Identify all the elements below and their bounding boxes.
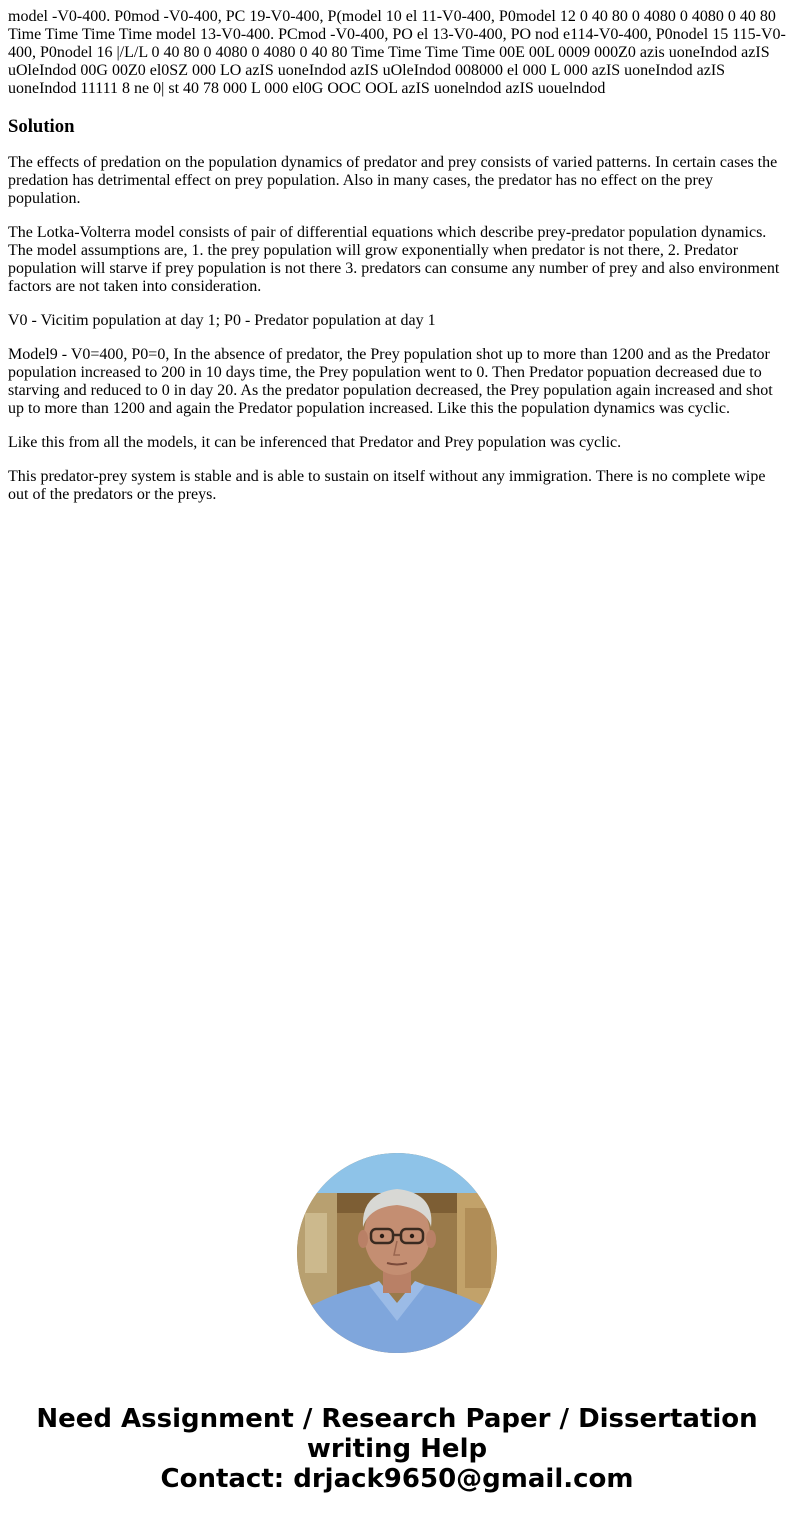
promo-line-2: writing Help (306, 1434, 488, 1464)
paragraph-model9: Model9 - V0=400, P0=0, In the absence of predator, the Prey population shot up to more than 1200 and as the Predator population increased to 200 in 10 days time, the Prey population went to 0. Then Predator popuation decreased due to starving and reduced to 0 in day 20. As the predator population decreased, the Prey population again increased and shot up to more than 1200 and again the Predator population increased. Like this the population dynamics was cyclic. (8, 346, 773, 417)
paragraph-definitions: V0 - Vicitim population at day 1; P0 - Predator population at day 1 (8, 312, 436, 329)
promo-banner (0, 1404, 794, 1494)
paragraph-stability: This predator-prey system is stable and is able to sustain on itself without any immigration. There is no complete wipe out of the predators or the preys. (8, 468, 766, 503)
paragraph-lotka-volterra: The Lotka-Volterra model consists of pair of differential equations which describe prey-predator population dynamics. The model assumptions are, 1. the prey population will grow exponentially when predator is not there, 2. Predator population will starve if prey population is not there 3. predators can consume any number of prey and also environment factors are not taken into consideration. (8, 224, 780, 295)
solution-heading: Solution (8, 116, 75, 137)
promo-contact-line: Contact: drjack9650@gmail.com (160, 1464, 634, 1494)
avatar-portrait-image (297, 1153, 497, 1353)
paragraph-predation-effects: The effects of predation on the population dynamics of predator and prey consists of varied patterns. In certain cases the predation has detrimental effect on prey population. Also in many cases, the predator has no effect on the prey population. (8, 154, 778, 207)
avatar (297, 1153, 497, 1353)
promo-line-1: Need Assignment / Research Paper / Dissertation (36, 1404, 758, 1434)
document-body (8, 8, 786, 520)
paragraph-conclusion: Like this from all the models, it can be inferenced that Predator and Prey population was cyclic. (8, 434, 622, 451)
question-text: model -V0-400. P0mod -V0-400, PC 19-V0-400, P(model 10 el 11-V0-400, P0model 12 0 40 80 0 4080 0 4080 0 40 80 Time Time Time Time model 13-V0-400. PCmod -V0-400, PO el 13-V0-400, PO nod e114-V0-400, P0nodel 15 115-V0-400, P0nodel 16 |/L/L 0 40 80 0 4080 0 4080 0 40 80 Time Time Time Time 00E 00L 0009 000Z0 azis uoneIndod azIS uOleIndod 00G 00Z0 el0SZ 000 LO azIS uoneIndod azIS uOleIndod 008000 el 000 L 000 azIS uoneIndod azIS uoneIndod 11111 8 ne 0| st 40 78 000 L 000 el0G OOC OOL azIS uonelndod azIS uouelndod (8, 8, 786, 97)
